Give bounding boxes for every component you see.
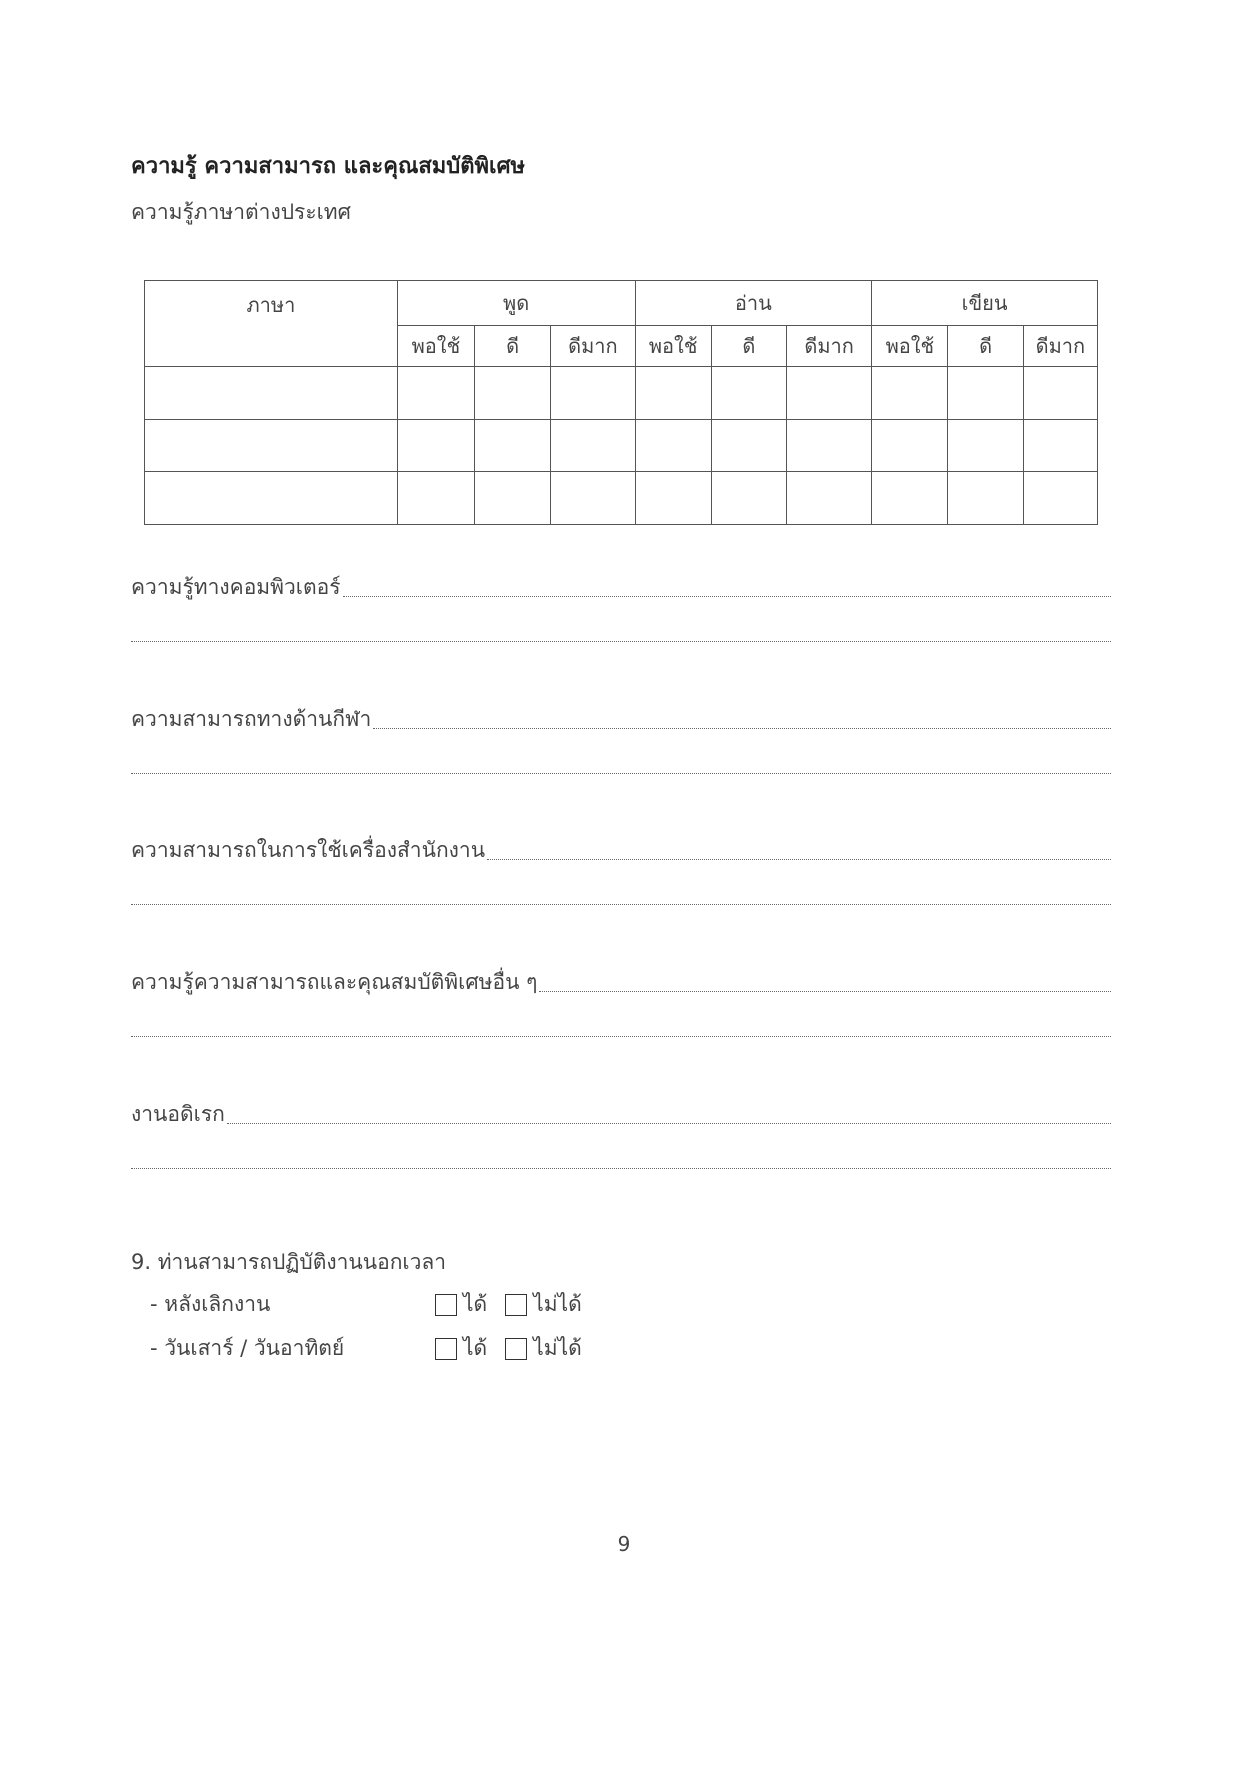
level-header: ดีมาก [551,326,635,367]
weekend-checks [435,1332,600,1365]
sports-ability-label: ความสามารถทางด้านกีฬา [131,707,372,731]
sports-ability-field [131,700,1111,774]
weekend-no-label: ไม่ได้ [533,1336,582,1360]
table-cell[interactable] [397,472,474,525]
table-cell[interactable] [872,419,948,472]
weekend-label: - วันเสาร์ / วันอาทิตย์ [150,1336,345,1360]
hobby-field [131,1095,1111,1169]
speak-group-header: พูด [397,281,635,326]
table-cell[interactable] [1023,419,1097,472]
table-cell[interactable] [1023,367,1097,420]
language-name-cell[interactable] [145,367,398,420]
table-cell[interactable] [397,367,474,420]
table-cell[interactable] [786,472,871,525]
language-column-header: ภาษา [145,281,398,367]
computer-knowledge-input-line[interactable] [343,595,1112,597]
level-header: ดีมาก [786,326,871,367]
after-work-yes-checkbox[interactable] [435,1294,457,1316]
table-row [145,419,1098,472]
table-cell[interactable] [1023,472,1097,525]
hobby-label: งานอดิเรก [131,1102,225,1126]
table-cell[interactable] [711,472,786,525]
other-abilities-label: ความรู้ความสามารถและคุณสมบัติพิเศษอื่น ๆ [131,970,538,994]
table-cell[interactable] [551,367,635,420]
table-cell[interactable] [948,367,1023,420]
table-cell[interactable] [948,472,1023,525]
table-cell[interactable] [551,472,635,525]
weekend-no-checkbox[interactable] [505,1338,527,1360]
level-header: ดี [711,326,786,367]
sports-ability-input-line-2[interactable] [131,772,1111,774]
question-9-title: 9. ท่านสามารถปฏิบัติงานนอกเวลา [131,1250,447,1274]
after-work-label: - หลังเลิกงาน [150,1292,271,1316]
level-header: ดี [948,326,1023,367]
table-cell[interactable] [475,472,551,525]
table-cell[interactable] [948,419,1023,472]
table-cell[interactable] [786,367,871,420]
other-abilities-input-line-2[interactable] [131,1035,1111,1037]
table-cell[interactable] [475,367,551,420]
office-equipment-input-line[interactable] [487,858,1111,860]
office-equipment-field [131,831,1111,905]
after-work-option [150,1288,430,1321]
office-equipment-input-line-2[interactable] [131,903,1111,905]
level-header: พอใช้ [397,326,474,367]
table-cell[interactable] [872,367,948,420]
table-cell[interactable] [635,419,711,472]
table-cell[interactable] [872,472,948,525]
hobby-input-line-2[interactable] [131,1167,1111,1169]
sports-ability-input-line[interactable] [373,727,1111,729]
table-cell[interactable] [635,472,711,525]
after-work-no-label: ไม่ได้ [533,1292,582,1316]
other-abilities-input-line[interactable] [539,990,1111,992]
hobby-input-line[interactable] [227,1122,1111,1124]
table-cell[interactable] [397,419,474,472]
table-cell[interactable] [786,419,871,472]
table-row [145,472,1098,525]
language-name-cell[interactable] [145,472,398,525]
language-name-cell[interactable] [145,419,398,472]
table-row [145,367,1098,420]
computer-knowledge-label: ความรู้ทางคอมพิวเตอร์ [131,575,341,599]
write-group-header: เขียน [872,281,1098,326]
other-abilities-field [131,963,1111,1037]
level-header: ดีมาก [1023,326,1097,367]
computer-knowledge-field [131,568,1111,642]
table-cell[interactable] [635,367,711,420]
table-cell[interactable] [711,419,786,472]
level-header: พอใช้ [635,326,711,367]
read-group-header: อ่าน [635,281,872,326]
page-number: 9 [617,1532,631,1556]
language-table [144,280,1098,525]
section-heading: ความรู้ ความสามารถ และคุณสมบัติพิเศษ [131,154,526,179]
office-equipment-label: ความสามารถในการใช้เครื่องสำนักงาน [131,838,486,862]
after-work-checks [435,1288,600,1321]
weekend-option [150,1332,430,1365]
section-subheading: ความรู้ภาษาต่างประเทศ [131,200,351,224]
table-cell[interactable] [475,419,551,472]
after-work-yes-label: ได้ [463,1292,488,1316]
after-work-no-checkbox[interactable] [505,1294,527,1316]
table-cell[interactable] [711,367,786,420]
level-header: ดี [475,326,551,367]
weekend-yes-checkbox[interactable] [435,1338,457,1360]
table-cell[interactable] [551,419,635,472]
level-header: พอใช้ [872,326,948,367]
computer-knowledge-input-line-2[interactable] [131,640,1111,642]
weekend-yes-label: ได้ [463,1336,488,1360]
